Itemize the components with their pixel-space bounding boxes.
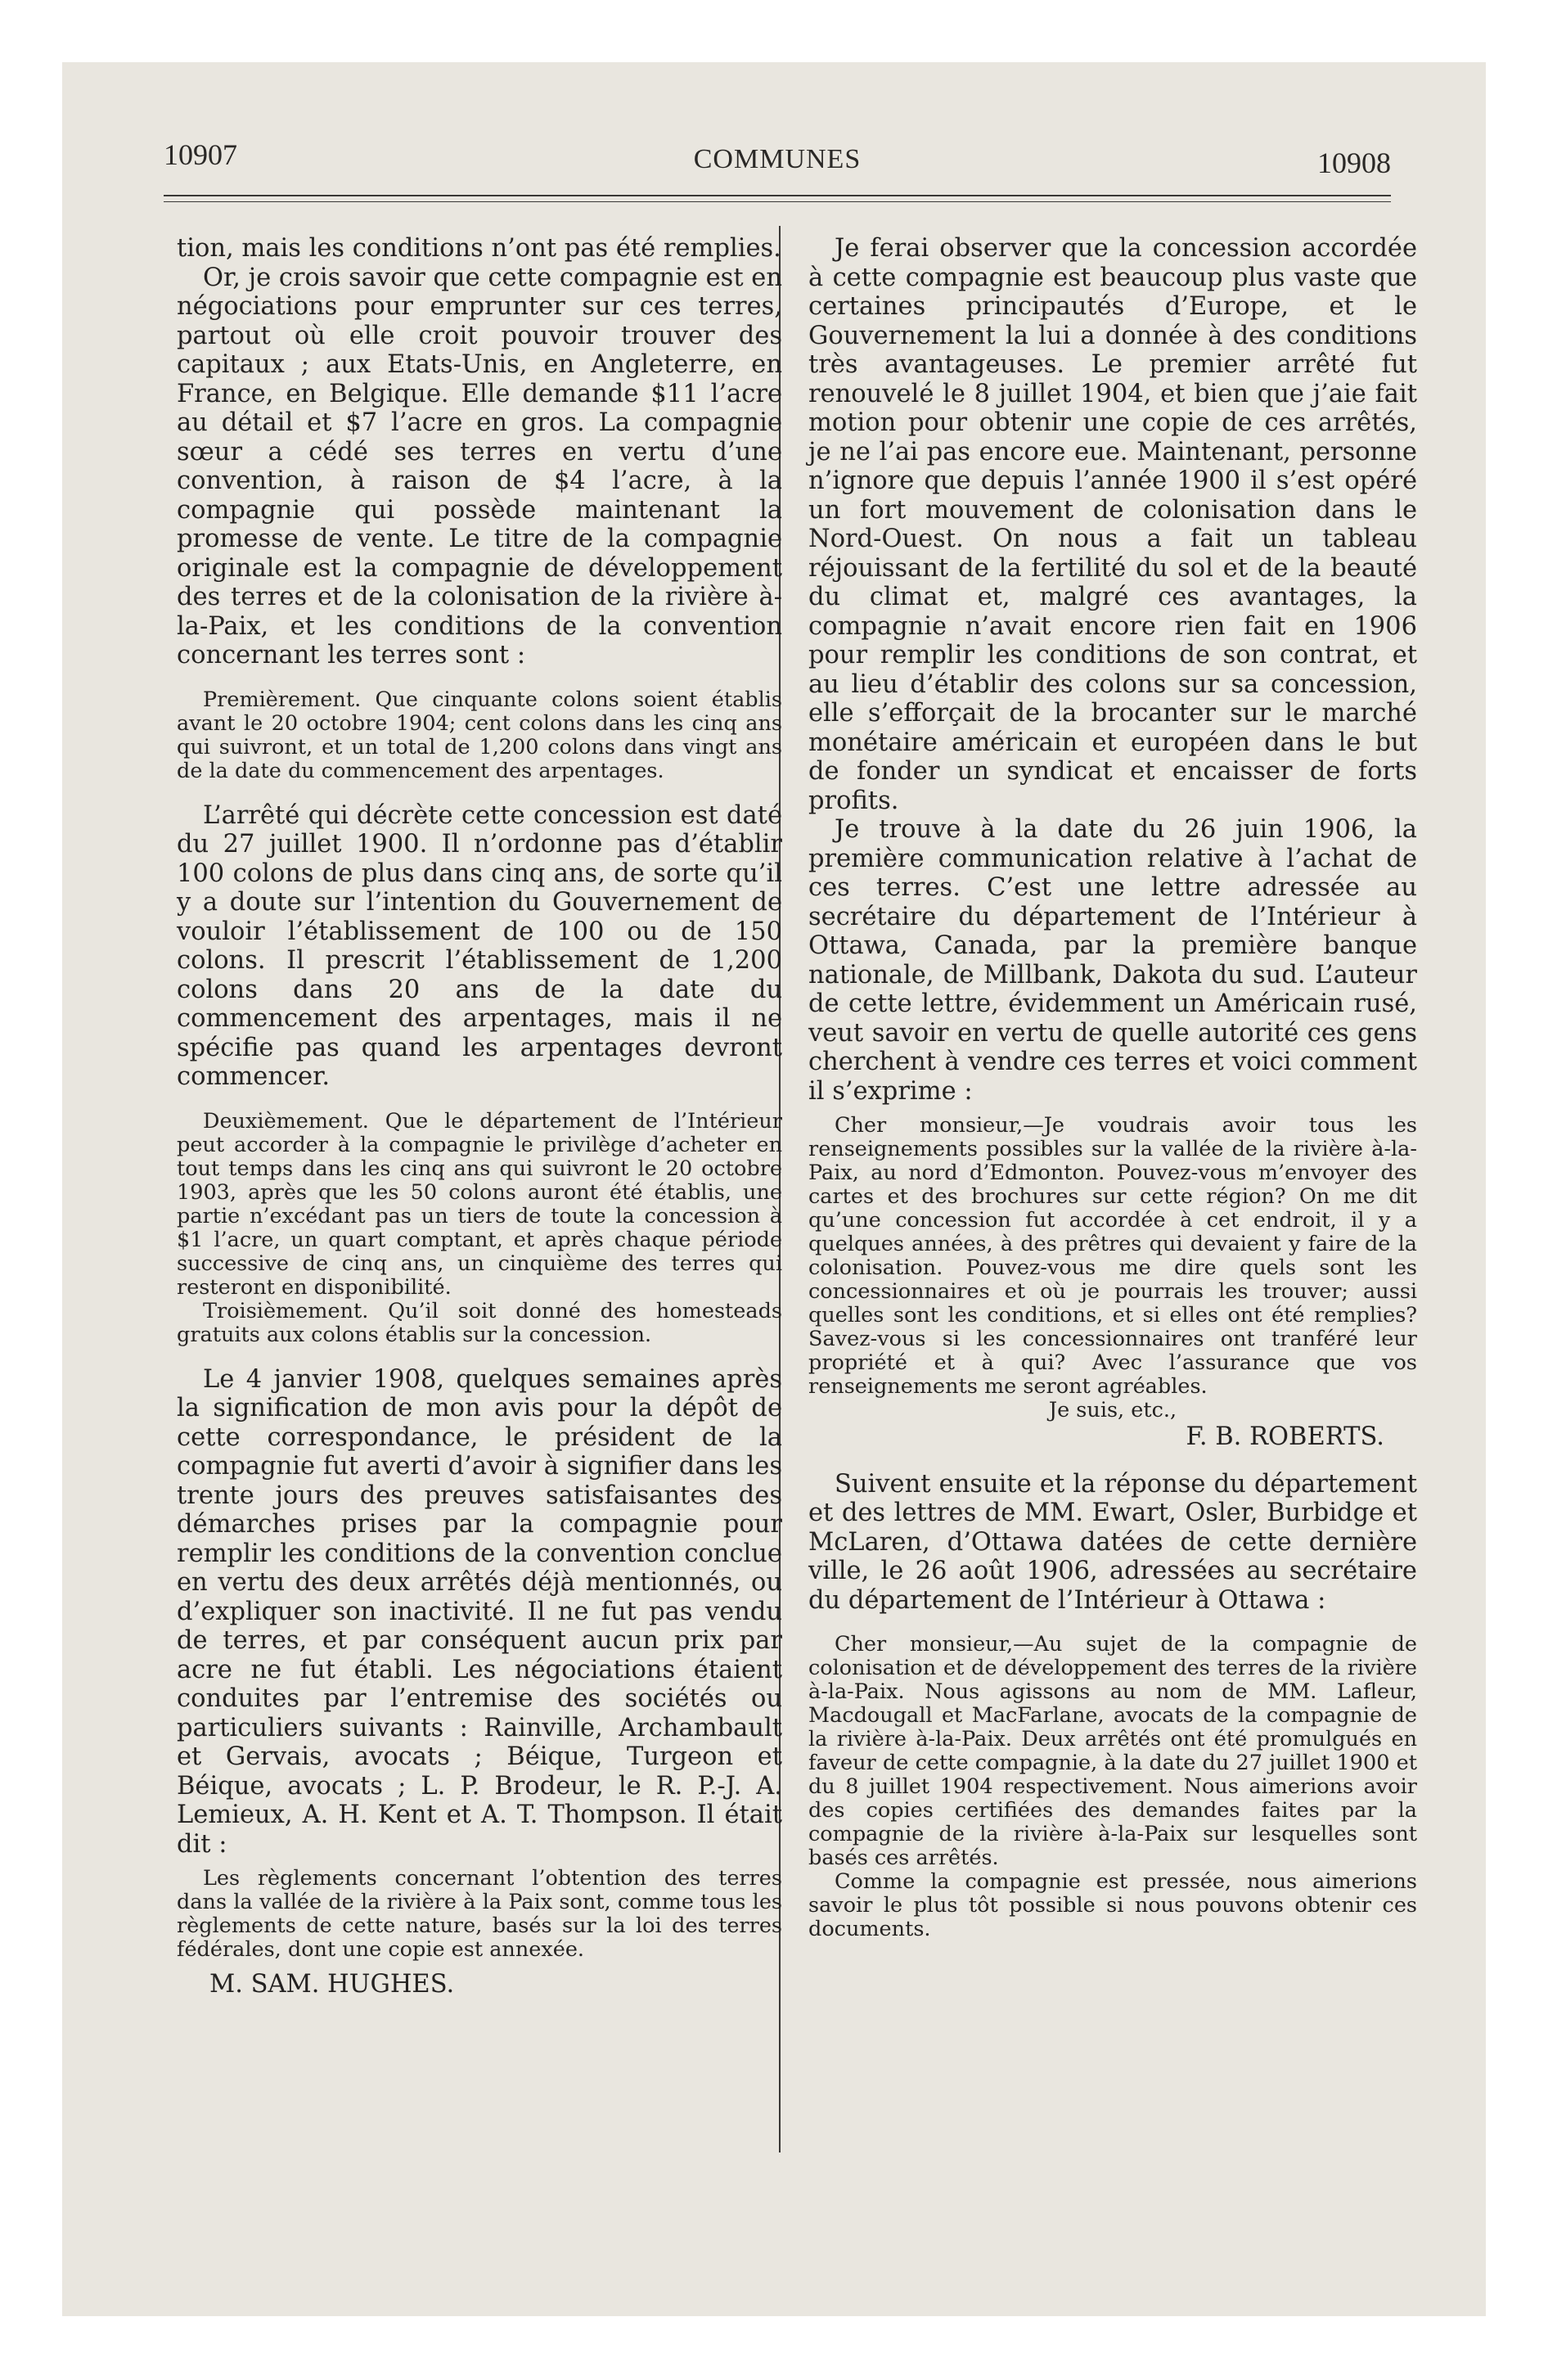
paragraph: Suivent ensuite et la réponse du département et des lettres de MM. Ewart, Osler, Burbidge et McLaren, d’Ottawa datées de cette dernière ville, le 26 août 1906, adressées au secrétaire du département de l’Intérieur à Ottawa : bbox=[808, 1469, 1417, 1615]
header-rule-thin bbox=[164, 201, 1391, 202]
page-number-left: 10907 bbox=[164, 138, 237, 171]
letter-signature: F. B. ROBERTS. bbox=[1186, 1422, 1384, 1451]
left-column bbox=[177, 234, 782, 1999]
speaker-name: M. SAM. HUGHES. bbox=[209, 1970, 455, 1999]
paragraph: tion, mais les conditions n’ont pas été remplies. bbox=[177, 234, 781, 263]
paragraph: Le 4 janvier 1908, quelques semaines après la signification de mon avis pour la dépôt de cette correspondance, le président de la compagnie fut averti d’avoir à signifier dans les trente jours des preuves satisfaisantes des démarches prises par la compagnie pour remplir les conditions de la convention conclue en vertu des deux arrêtés déjà mentionnés, ou d’expliquer son inactivité. Il ne fut pas vendu de terres, et par conséquent aucun prix par acre ne fut établi. Les négociations étaient conduites par l’entremise des sociétés ou particuliers suivants : Rainville, Archambault et Gervais, avocats ; Béique, Turgeon et Béique, avocats ; L. P. Brodeur, le R. P.-J. A. Lemieux, A. H. Kent et A. T. Thompson. Il était dit : bbox=[177, 1364, 782, 1859]
letter-closing: Je suis, etc., bbox=[1048, 1398, 1177, 1422]
quoted-letter: Cher monsieur,—Je voudrais avoir tous les renseignements possibles sur la vallée de la rivière à-la-Paix, au nord d’Edmonton. Pouvez-vous m’envoyer des cartes et des brochures sur cette région? On me dit qu’une concession fut accordée à cet endroit, il y a quelques années, à des prêtres qui devaient y faire de la colonisation. Pouvez-vous me dire quels sont les concessionnaires et où je pourrais les trouver; aussi quelles sont les conditions, et si elles ont été remplies? Savez-vous si les concessionnaires ont tranféré leur propriété et à qui? Avec l’assurance que vos renseignements me seront agréables. bbox=[808, 1113, 1417, 1399]
right-column bbox=[808, 234, 1417, 1941]
quoted-condition: Premièrement. Que cinquante colons soient établis avant le 20 octobre 1904; cent colons dans les cinq ans qui suivront, et un total de 1,200 colons dans vingt ans de la date du commencement des arpentages. bbox=[177, 687, 782, 783]
header-rule bbox=[164, 195, 1391, 196]
quoted-letter: Comme la compagnie est pressée, nous aimerions savoir le plus tôt possible si nous pouvons obtenir ces documents. bbox=[808, 1869, 1417, 1941]
quoted-text: Les règlements concernant l’obtention des terres dans la vallée de la rivière à la Paix sont, comme tous les règlements de cette nature, basés sur la loi des terres fédérales, dont une copie est annexée. bbox=[177, 1866, 782, 1962]
quoted-letter: Cher monsieur,—Au sujet de la compagnie de colonisation et de développement des terres de la rivière à-la-Paix. Nous agissons au nom de MM. Lafleur, Macdougall et MacFarlane, avocats de la compagnie de la rivière à-la-Paix. Deux arrêtés ont été promulgués en faveur de cette compagnie, à la date du 27 juillet 1900 et du 8 juillet 1904 respectivement. Nous aimerions avoir des copies certifiées des demandes faites par la compagnie de la rivière à-la-Paix sur lesquelles sont basés ces arrêtés. bbox=[808, 1632, 1417, 1870]
paragraph: Or, je crois savoir que cette compagnie est en négociations pour emprunter sur ces terres, partout où elle croit pouvoir trouver des capitaux ; aux Etats-Unis, en Angleterre, en France, en Belgique. Elle demande $11 l’acre au détail et $7 l’acre en gros. La compagnie sœur a cédé ses terres en vertu d’une convention, à raison de $4 l’acre, à la compagnie qui possède maintenant la promesse de vente. Le titre de la compagnie originale est la compagnie de développement des terres et de la colonisation de la rivière à-la-Paix, et les conditions de la convention concernant les terres sont : bbox=[177, 263, 782, 669]
paragraph: Je trouve à la date du 26 juin 1906, la première communication relative à l’achat de ces terres. C’est une lettre adressée au secrétaire du département de l’Intérieur à Ottawa, Canada, par la première banque nationale, de Millbank, Dakota du sud. L’auteur de cette lettre, évidemment un Américain rusé, veut savoir en vertu de quelle autorité ces gens cherchent à vendre ces terres et voici comment il s’exprime : bbox=[808, 815, 1417, 1106]
quoted-condition: Troisièmement. Qu’il soit donné des homesteads gratuits aux colons établis sur la concession. bbox=[177, 1298, 782, 1347]
page-number-right: 10908 bbox=[1317, 146, 1391, 179]
page-title: COMMUNES bbox=[693, 144, 862, 174]
paragraph: L’arrêté qui décrète cette concession est daté du 27 juillet 1900. Il n’ordonne pas d’établir 100 colons de plus dans cinq ans, de sorte qu’il y a doute sur l’intention du Gouvernement de vouloir l’établissement de 100 ou de 150 colons. Il prescrit l’établissement de 1,200 colons dans 20 ans de la date du commencement des arpentages, mais il ne spécifie pas quand les arpentages devront commencer. bbox=[177, 800, 782, 1091]
paragraph: Je ferai observer que la concession accordée à cette compagnie est beaucoup plus vaste que certaines principautés d’Europe, et le Gouvernement la lui a donnée à des conditions très avantageuses. Le premier arrêté fut renouvelé le 8 juillet 1904, et bien que j’aie fait motion pour obtenir une copie de ces arrêtés, je ne l’ai pas encore eue. Maintenant, personne n’ignore que depuis l’année 1900 il s’est opéré un fort mouvement de colonisation dans le Nord-Ouest. On nous a fait un tableau réjouissant de la fertilité du sol et de la beauté du climat et, malgré ces avantages, la compagnie n’avait encore rien fait en 1906 pour remplir les conditions de son contrat, et au lieu d’établir des colons sur sa concession, elle s’efforçait de la brocanter sur le marché monétaire américain et européen dans le but de fonder un syndicat et encaisser de forts profits. bbox=[808, 234, 1417, 815]
quoted-condition: Deuxièmement. Que le département de l’Intérieur peut accorder à la compagnie le privilège d’acheter en tout temps dans les cinq ans qui suivront le 20 octobre 1903, après que les 50 colons auront été établis, une partie n’excédant pas un tiers de toute la concession à $1 l’acre, un quart comptant, et après chaque période successive de cinq ans, un cinquième des terres qui resteront en disponibilité. bbox=[177, 1108, 782, 1300]
page-header bbox=[164, 129, 1391, 178]
